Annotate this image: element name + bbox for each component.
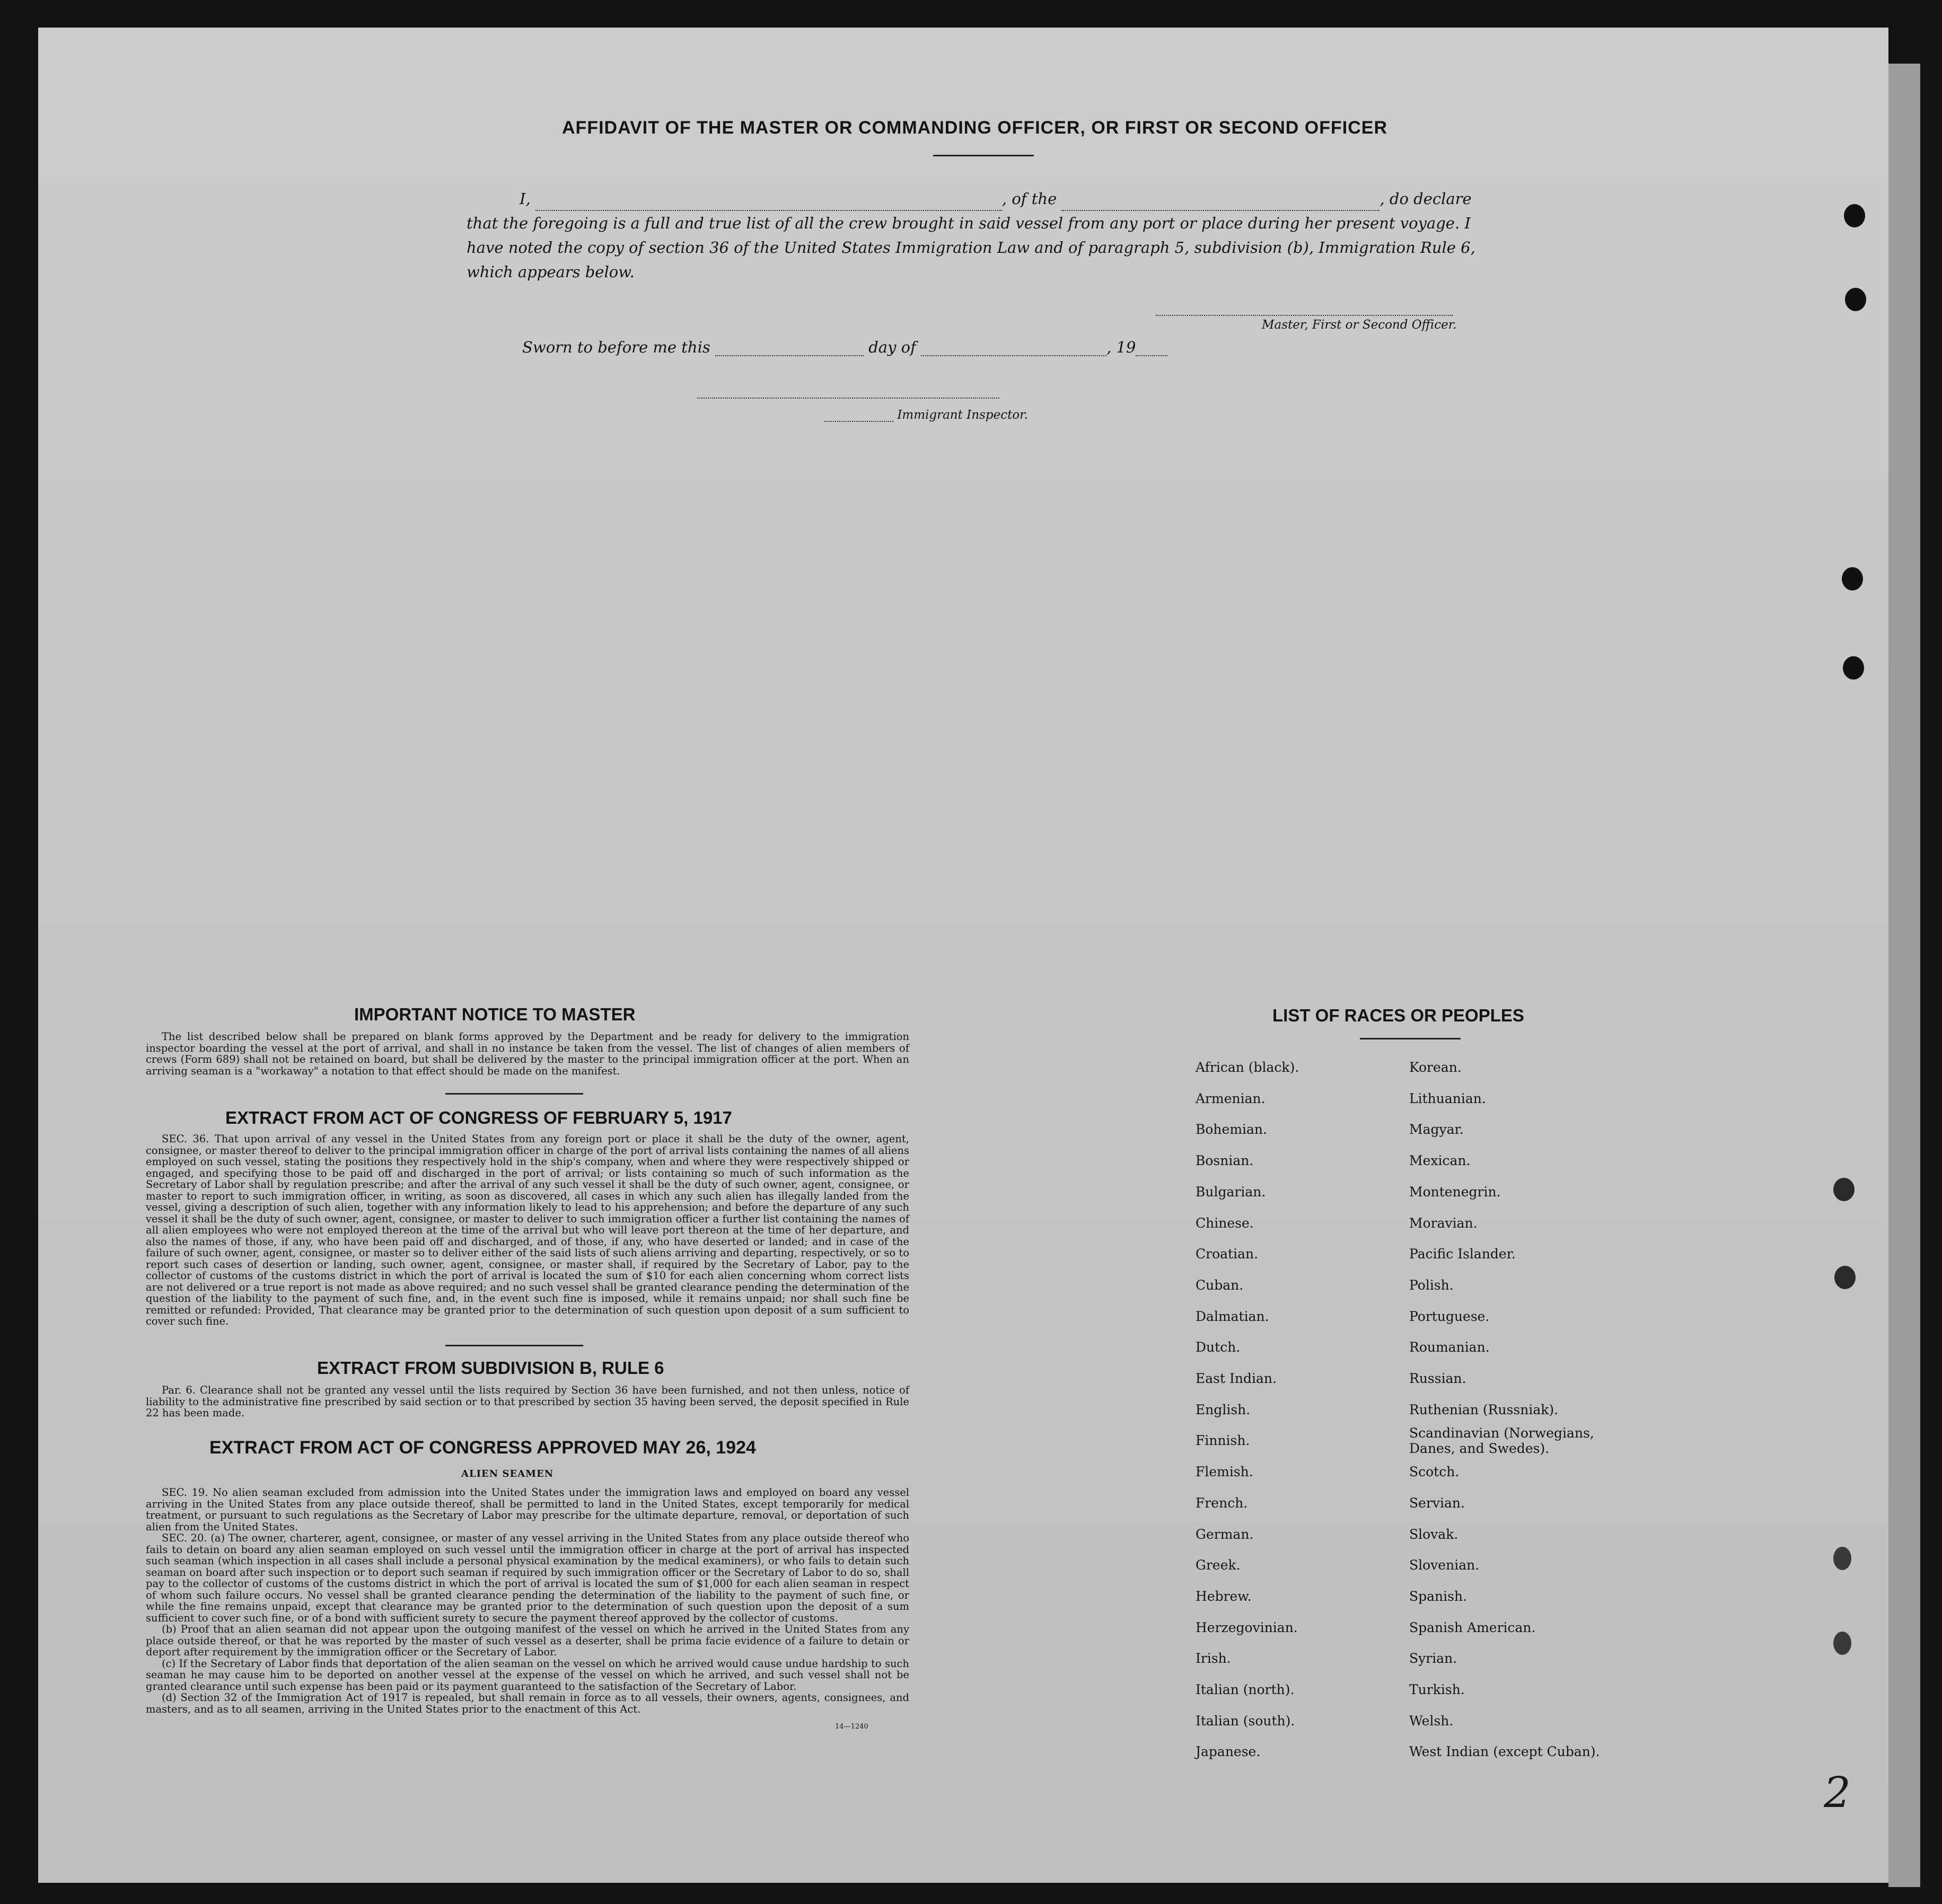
inspector-caption: Immigrant Inspector.: [897, 408, 1028, 422]
inspector-name-field[interactable]: [824, 421, 893, 422]
race-item: Herzegovinian.: [1196, 1619, 1298, 1635]
race-item: Bosnian.: [1196, 1153, 1254, 1169]
race-item: Mexican.: [1409, 1153, 1471, 1169]
year-prefix: , 19: [1106, 338, 1136, 356]
race-item: Slovak.: [1409, 1526, 1458, 1542]
race-item: Japanese.: [1196, 1744, 1261, 1760]
race-item: Montenegrin.: [1409, 1184, 1501, 1200]
handwritten-page-mark: 2: [1824, 1768, 1851, 1817]
binder-hole-icon: [1833, 1178, 1855, 1201]
extract-1924-text: [146, 1487, 909, 1715]
race-item: Polish.: [1409, 1277, 1454, 1293]
race-item: West Indian (except Cuban).: [1409, 1744, 1600, 1760]
notice-paragraph: The list described below shall be prepared on blank forms approved by the Department and be ready for delivery to the immigration inspector boarding the vessel at the port of arrival, and shall in no instance be taken from the vessel. The list of changes of alien members of crews (Form 689) shall not be retained on board, but shall be delivered by the master to the principal immigration officer at the port. When an arriving seaman is a "workaway" a notation to that effect should be made on the manifest.: [146, 1030, 909, 1077]
race-item: Croatian.: [1196, 1246, 1259, 1262]
sworn-year-field[interactable]: [1136, 355, 1167, 356]
sec-19-paragraph: SEC. 19. No alien seaman excluded from admission into the United States under the immigration laws and employed on board any vessel arriving in the United States from any place outside thereof, shall be permitted to land in the United States, except temporarily for medical treatment, or pursuant to such regulations as the Secretary of Labor may prescribe for the ultimate departure, removal, or deportation of such alien from the United States.: [146, 1486, 909, 1533]
race-item: Lithuanian.: [1409, 1090, 1486, 1106]
master-signature-line[interactable]: [1156, 315, 1453, 316]
par-6-paragraph: Par. 6. Clearance shall not be granted any vessel until the lists required by Section 36 have been furnished, and not then unless, notice of liability to the administrative fine prescribed by said section or to that prescribed by section 35 having been served, the deposit specified in Rule 22 has been made.: [146, 1384, 909, 1419]
race-item: Finnish.: [1196, 1433, 1250, 1449]
race-item: Welsh.: [1409, 1713, 1454, 1729]
race-item: Chinese.: [1196, 1215, 1254, 1231]
extract-1924-title: EXTRACT FROM ACT OF CONGRESS APPROVED MAY 26, 1924: [209, 1438, 756, 1458]
binder-hole-icon: [1843, 656, 1864, 680]
race-item: Spanish.: [1409, 1588, 1468, 1604]
race-item: Korean.: [1409, 1060, 1462, 1075]
race-item: Dalmatian.: [1196, 1308, 1269, 1324]
master-signature-caption: Master, First or Second Officer.: [1262, 318, 1457, 332]
declaration-lead: I,: [520, 190, 531, 208]
day-of-label: day of: [868, 338, 916, 356]
section-rule: [445, 1093, 583, 1095]
rule6-text: [146, 1385, 909, 1419]
inspector-caption-row: [824, 408, 1028, 422]
sec-20d-paragraph: (d) Section 32 of the Immigration Act of 1917 is repealed, but shall remain in force as to all vessels, their owners, agents, consignees, and masters, and as to all seamen, arriving in the United States prior to the enactment of this Act.: [146, 1691, 909, 1715]
race-item: Portuguese.: [1409, 1308, 1490, 1324]
binder-hole-icon: [1845, 288, 1866, 311]
races-column-1: [1196, 1052, 1299, 1768]
binder-hole-icon: [1833, 1547, 1851, 1570]
race-item: Bulgarian.: [1196, 1184, 1266, 1200]
inspector-signature-line[interactable]: [697, 398, 999, 399]
do-declare-label: , do declare: [1379, 190, 1472, 208]
form-code: 14—1240: [835, 1723, 868, 1731]
alien-seamen-subtitle: ALIEN SEAMEN: [461, 1468, 554, 1479]
race-item: Spanish American.: [1409, 1619, 1536, 1635]
title-rule: [933, 155, 1034, 156]
race-item: East Indian.: [1196, 1371, 1277, 1387]
extract-1917-text: [146, 1133, 909, 1327]
section-rule: [445, 1345, 583, 1346]
binder-hole-icon: [1842, 567, 1863, 590]
race-item: French.: [1196, 1495, 1248, 1511]
race-item: Servian.: [1409, 1495, 1465, 1511]
race-item: Ruthenian (Russniak).: [1409, 1401, 1559, 1417]
race-item: Magyar.: [1409, 1122, 1464, 1138]
race-item: Slovenian.: [1409, 1557, 1480, 1573]
race-item: Greek.: [1196, 1557, 1241, 1573]
race-item: Hebrew.: [1196, 1588, 1252, 1604]
race-item: Italian (north).: [1196, 1682, 1295, 1698]
race-item: African (black).: [1196, 1060, 1299, 1075]
race-item: Pacific Islander.: [1409, 1246, 1516, 1262]
binder-hole-icon: [1844, 204, 1865, 227]
race-item: Dutch.: [1196, 1339, 1241, 1355]
races-title-rule: [1360, 1038, 1461, 1039]
sworn-prefix: Sworn to before me this: [522, 338, 710, 356]
declaration-text: that the foregoing is a full and true list of all the crew brought in said vessel from any port or place during her present voyage. I have noted the copy of section 36 of the United States Immigration Law and of paragraph 5, subdivision (b), Immigration Rule 6, which appears below.: [467, 214, 1475, 281]
races-column-2: [1409, 1052, 1621, 1768]
binder-hole-icon: [1833, 1632, 1851, 1655]
race-item: Moravian.: [1409, 1215, 1478, 1231]
binder-hole-icon: [1834, 1266, 1856, 1289]
race-item: Syrian.: [1409, 1651, 1457, 1667]
notice-text: [146, 1031, 909, 1077]
sworn-statement: [522, 338, 1167, 356]
races-title: LIST OF RACES OR PEOPLES: [1272, 1006, 1524, 1025]
race-item: Roumanian.: [1409, 1339, 1490, 1355]
sec-20a-paragraph: SEC. 20. (a) The owner, charterer, agent, consignee, or master of any vessel arriving in the United States from any place outside thereof who fails to detain on board any alien seaman employed on such vessel until the immigration officer in charge at the port of arrival has inspected such seaman (which inspection in all cases shall include a personal physical examination by the medical examiners), or who fails to detain such seaman on board after such inspection or to deport such seaman if required by such immigration officer or the Secretary of Labor to do so, shall pay to the collector of customs of the customs district in which the port of arrival is located the sum of $1,000 for each alien seaman in respect of whom such failure occurs. No vessel shall be granted clearance pending the determination of the liability to the payment of such fine, or while the fine remains unpaid, except that clearance may be granted prior to the determination of such question upon the deposit of a sum sufficient to cover such fine, or of a bond with sufficient surety to secure the payment thereof approved by the collector of customs.: [146, 1532, 909, 1624]
race-item: Armenian.: [1196, 1090, 1266, 1106]
adjacent-page-edge: [1888, 64, 1920, 1887]
race-item: Russian.: [1409, 1371, 1466, 1387]
race-item: German.: [1196, 1526, 1254, 1542]
sec-20c-paragraph: (c) If the Secretary of Labor finds that deportation of the alien seaman on the vessel on which he arrived would cause undue hardship to such seaman he may cause him to be deported on another vessel at the expense of the vessel on which he arrived, and such vessel shall not be granted clearance until such expense has been paid or its payment guaranteed to the satisfaction of the Secretary of Labor.: [146, 1657, 909, 1693]
race-item: Bohemian.: [1196, 1122, 1267, 1138]
sworn-month-field[interactable]: [921, 355, 1106, 356]
race-item: Turkish.: [1409, 1682, 1465, 1698]
race-item: Italian (south).: [1196, 1713, 1295, 1729]
race-item: Irish.: [1196, 1651, 1231, 1667]
section-36-paragraph: SEC. 36. That upon arrival of any vessel in the United States from any foreign port or place it shall be the duty of the owner, agent, consignee, or master thereof to deliver to the principal immigration officer in charge of the port of arrival lists containing the names of all aliens employed on such vessel, stating the positions they respectively hold in the ship's company, when and where they were respectively shipped or engaged, and specifying those to be paid off and discharged in the port of arrival; or lists containing so much of such information as the Secretary of Labor shall by regulation prescribe; and after the arrival of any such vessel it shall be the duty of such owner, agent, consignee, or master to report to such immigration officer, in writing, as soon as discovered, all cases in which any such alien has illegally landed from the vessel, giving a description of such alien, together with any information likely to lead to his apprehension; and before the departure of any such vessel it shall be the duty of such owner, agent, consignee, or master to deliver to such immigration officer a further list containing the names of all alien employees who were not employed thereon at the time of the arrival but who will leave port thereon at the time of her departure, and also the names of those, if any, who have been paid off and discharged, and of those, if any, who have deserted or landed; and in case of the failure of such owner, agent, consignee, or master so to deliver either of the said lists of such aliens arriving and departing, respectively, or so to report such cases of desertion or landing, such owner, agent, consignee, or master shall, if required by the Secretary of Labor, pay to the collector of customs of the customs district in which the port of arrival is located the sum of $10 for each alien concerning whom correct lists are not delivered or a true report is not made as above required; and no such vessel shall be granted clearance pending the determination of the question of the liability to the payment of such fine, and, in the event such fine is imposed, while it remains unpaid; nor shall such fine be remitted or refunded: Provided, That clearance may be granted prior to the determination of such question upon deposit of a sum sufficient to cover such fine.: [146, 1133, 909, 1327]
race-item: Flemish.: [1196, 1464, 1253, 1480]
extract-1917-title: EXTRACT FROM ACT OF CONGRESS OF FEBRUARY 5, 1917: [225, 1108, 732, 1127]
race-item: English.: [1196, 1401, 1251, 1417]
race-item: Scandinavian (Norwegians, Danes, and Swedes).: [1409, 1425, 1594, 1457]
affidavit-declaration: [467, 187, 1500, 284]
of-the-label: , of the: [1001, 190, 1057, 208]
race-item: Scotch.: [1409, 1464, 1460, 1480]
sworn-day-field[interactable]: [715, 355, 864, 356]
rule6-title: EXTRACT FROM SUBDIVISION B, RULE 6: [317, 1358, 664, 1378]
affidavit-title: AFFIDAVIT OF THE MASTER OR COMMANDING OFFICER, OR FIRST OR SECOND OFFICER: [562, 118, 1387, 138]
sec-20b-paragraph: (b) Proof that an alien seaman did not appear upon the outgoing manifest of the vessel on which he arrived in the United States from any place outside thereof, or that he was reported by the master of such vessel as a deserter, shall be prima facie evidence of a failure to detain or deport after requirement by the immigration officer or the Secretary of Labor.: [146, 1623, 909, 1658]
race-item: Cuban.: [1196, 1277, 1244, 1293]
notice-title: IMPORTANT NOTICE TO MASTER: [354, 1004, 636, 1024]
